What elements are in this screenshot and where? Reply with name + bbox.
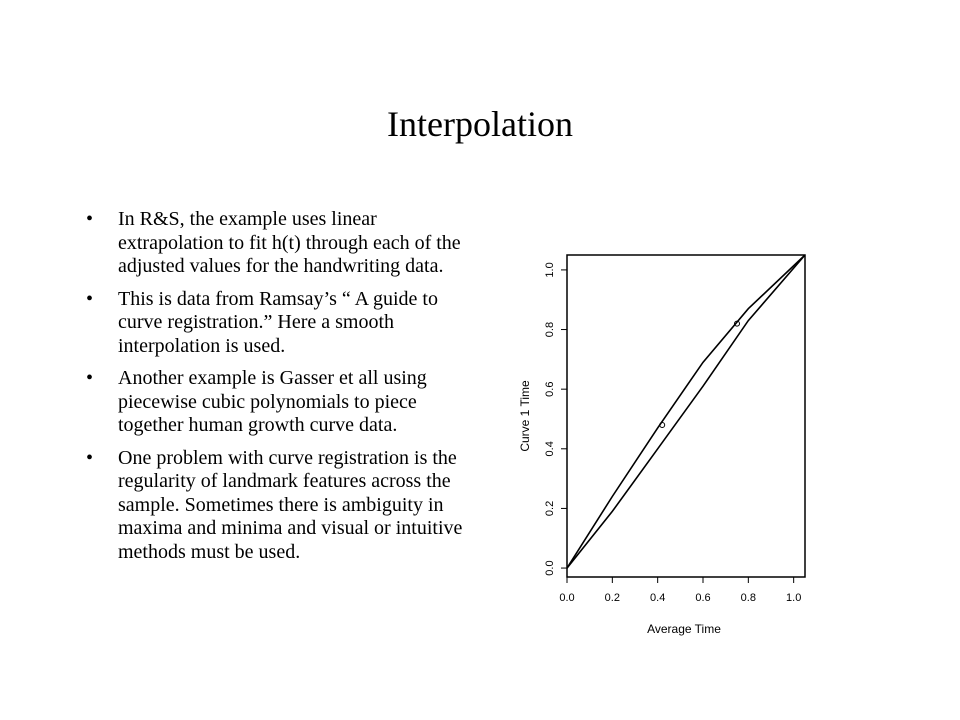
bullet-icon: • xyxy=(86,208,94,230)
bullet-item xyxy=(86,447,466,565)
x-tick-label: 0.8 xyxy=(740,592,756,604)
x-axis-label: Average Time xyxy=(647,622,721,636)
y-tick-label: 0.4 xyxy=(544,441,556,457)
x-tick-label: 0.0 xyxy=(559,592,575,604)
plot-frame xyxy=(567,255,805,577)
bullet-text: One problem with curve registration is the regularity of landmark features across the sample. Sometimes there is ambiguity in maxima and minima and visual or intuitive methods must be used. xyxy=(118,446,463,563)
bullet-text: In R&S, the example uses linear extrapolation to fit h(t) through each of the adjusted values for the handwriting data. xyxy=(118,208,461,277)
y-tick-label: 0.8 xyxy=(544,321,556,338)
bullet-icon: • xyxy=(86,287,94,310)
registration-chart xyxy=(515,245,815,645)
x-tick-label: 0.6 xyxy=(695,592,711,604)
bullet-text: Another example is Gasser et all using piecewise cubic polynomials to piece together human growth curve data. xyxy=(118,367,427,436)
landmark-group xyxy=(660,321,740,427)
bullet-item xyxy=(86,367,466,438)
series-line-1 xyxy=(567,255,805,568)
bullet-icon: • xyxy=(86,446,94,469)
series-group xyxy=(567,255,805,568)
bullet-text: This is data from Ramsay’s “ A guide to curve registration.” Here a smooth interpolation is used. xyxy=(118,287,438,357)
bullet-item xyxy=(86,288,466,359)
y-tick-label: 0.6 xyxy=(544,381,556,397)
bullet-list xyxy=(86,208,466,573)
y-axis-label: Curve 1 Time xyxy=(518,380,532,452)
x-tick-label: 0.2 xyxy=(604,592,620,604)
x-axis xyxy=(559,577,801,604)
series-line-2 xyxy=(567,255,805,568)
y-tick-label: 0.2 xyxy=(544,500,556,517)
y-tick-label: 1.0 xyxy=(544,262,556,278)
y-axis xyxy=(544,262,567,575)
x-tick-label: 1.0 xyxy=(786,592,802,604)
y-tick-label: 0.0 xyxy=(544,560,556,576)
bullet-item xyxy=(86,208,466,279)
bullet-icon: • xyxy=(86,367,94,389)
x-tick-label: 0.4 xyxy=(650,592,666,604)
slide-title: Interpolation xyxy=(387,104,573,144)
